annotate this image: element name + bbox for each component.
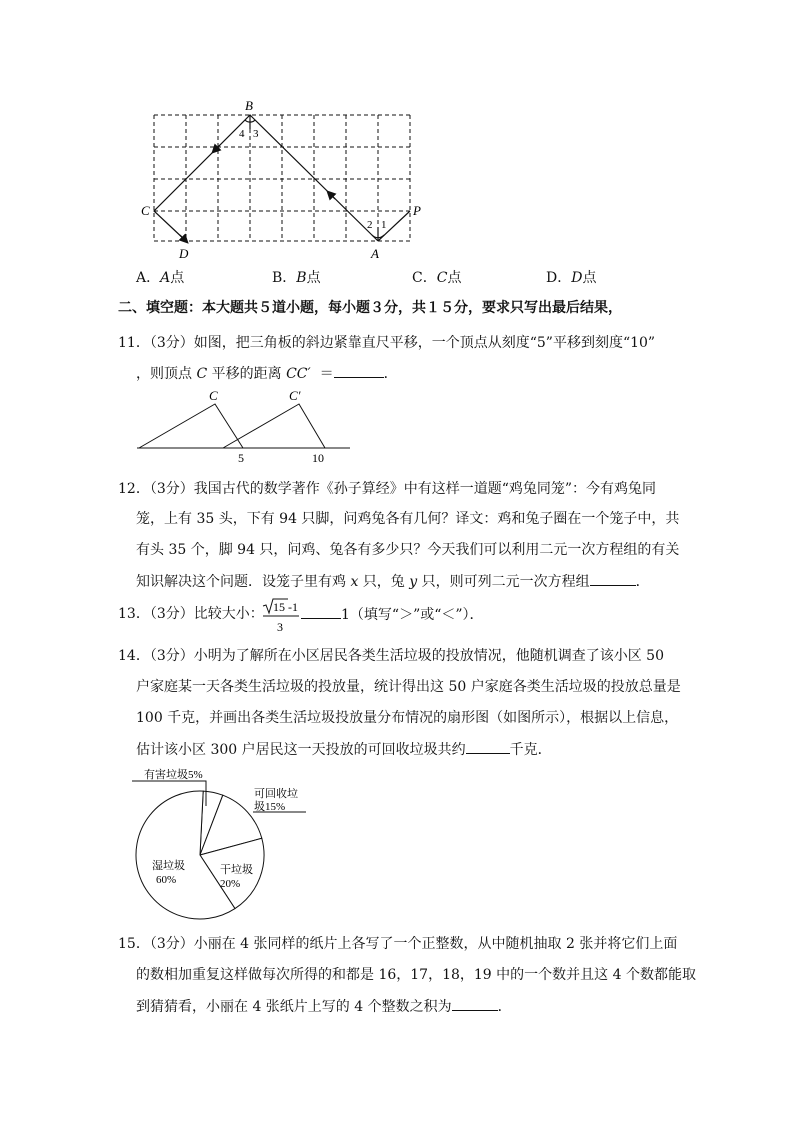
text-part: ．	[383, 366, 398, 382]
option-var: B	[296, 270, 307, 286]
question-number: 14．	[118, 648, 150, 664]
text-part: 知识解决这个问题．设笼子里有鸡	[136, 574, 346, 590]
option-var: A	[160, 270, 171, 286]
text-part: ，则顶点	[136, 366, 192, 382]
angle-3: 3	[253, 128, 259, 140]
label-p: P	[413, 203, 421, 218]
answer-blank[interactable]	[466, 739, 510, 754]
q14-line1	[118, 646, 664, 666]
question-text: （3分）我国古代的数学著作《孙子算经》中有这样一道题“鸡兔同笼”：今有鸡兔同	[149, 481, 657, 497]
q15-line2: 的数相加重复这样做每次所得的和都是 16，17，18，19 中的一个数并且这 4 个数都能取	[136, 967, 696, 983]
text-part: 只，则可列二元一次方程组	[421, 574, 590, 590]
text-part: 估计该小区 300 户居民这一天投放的可回收垃圾共约	[136, 742, 466, 758]
q11-ruler-figure	[135, 390, 355, 470]
label-c: C	[141, 203, 150, 218]
answer-blank[interactable]	[452, 996, 498, 1011]
angle-4: 4	[239, 128, 245, 140]
question-number: 13．	[118, 606, 150, 622]
text-part: ．	[635, 574, 650, 590]
text-part: 千克．	[509, 742, 552, 758]
var-cc: CC′	[286, 366, 311, 382]
label-d: D	[179, 246, 189, 261]
denominator: 3	[277, 620, 283, 634]
option-var: D	[571, 270, 583, 286]
q12-line4	[136, 571, 650, 592]
question-text: 1（填写“＞”或“＜”）．	[341, 607, 484, 623]
q10-option-b	[272, 268, 321, 288]
q10-option-a	[136, 268, 184, 288]
q10-option-c	[412, 268, 461, 288]
answer-blank[interactable]	[590, 571, 636, 586]
label-wet-2: 60%	[156, 874, 177, 886]
minus-one: -1	[288, 600, 298, 614]
option-suffix: 点	[306, 270, 321, 286]
option-suffix: 点	[582, 270, 597, 286]
label-recyclable-2: 圾15%	[254, 801, 286, 813]
tick-10: 10	[312, 451, 324, 465]
q10-option-d	[546, 268, 596, 288]
pie-slices	[136, 791, 264, 919]
label-recyclable-1: 可回收垃	[254, 788, 298, 800]
q13-fraction	[262, 596, 300, 636]
label-b: B	[245, 98, 253, 113]
q11-line1	[118, 333, 655, 353]
option-suffix: 点	[447, 270, 462, 286]
option-letter: D．	[546, 270, 572, 286]
q11-line2	[136, 363, 398, 384]
label-c: C	[209, 390, 218, 403]
text-part: ＝	[319, 366, 334, 382]
question-number: 15．	[118, 936, 150, 952]
option-var: C	[436, 270, 448, 286]
q12-line2: 笼，上有 35 头，下有 94 只脚，问鸡兔各有几何？译文：鸡和兔子圈在一个笼子中，共	[136, 511, 680, 527]
q12-line1	[118, 479, 656, 499]
angle-1: 1	[381, 219, 387, 231]
question-text: （3分）小丽在 4 张同样的纸片上各写了一个正整数，从中随机抽取 2 张并将它们上面	[149, 936, 678, 952]
label-hazard: 有害垃圾5%	[144, 769, 203, 781]
question-text: （3分）比较大小：	[149, 606, 264, 622]
question-number: 11．	[118, 335, 150, 351]
q14-line2: 户家庭某一天各类生活垃圾的投放量，统计得出这 50 户家庭各类生活垃圾的投放总量是	[136, 679, 681, 695]
label-wet-1: 湿垃圾	[152, 860, 185, 872]
answer-blank[interactable]	[334, 363, 384, 378]
q14-line3: 100 千克，并画出各类生活垃圾投放量分布情况的扇形图（如图所示），根据以上信息，	[136, 710, 679, 726]
question-number: 12．	[118, 481, 150, 497]
answer-blank[interactable]	[301, 604, 341, 619]
text-part: ．	[497, 999, 512, 1015]
q13-tail	[301, 604, 484, 625]
q13-number-text	[118, 604, 264, 624]
pie-chart	[130, 765, 330, 925]
section-title: 二、填空题：本大题共５道小题，每小题３分，共１５分，要求只写出最后结果，	[118, 300, 622, 316]
var-y: y	[409, 574, 418, 590]
angle-2: 2	[367, 219, 373, 231]
text-part: 到猜猜看，小丽在 4 张纸片上写的 4 个整数之积为	[136, 999, 452, 1015]
option-suffix: 点	[170, 270, 185, 286]
radicand: 15	[273, 600, 285, 614]
var-c: C	[196, 366, 208, 382]
triangle-1	[139, 404, 243, 448]
option-letter: B．	[272, 270, 297, 286]
label-dry-1: 干垃圾	[220, 864, 253, 876]
option-letter: C．	[412, 270, 437, 286]
q12-line3: 有头 35 个，脚 94 只，问鸡、兔各有多少只？今天我们可以利用二元一次方程组的有关	[136, 542, 680, 558]
q15-line3	[136, 996, 512, 1017]
text-part: 平移的距离	[211, 366, 282, 382]
option-letter: A．	[136, 270, 161, 286]
q14-line4	[136, 739, 552, 760]
q15-line1	[118, 934, 677, 954]
sqrt-fraction	[262, 596, 300, 636]
label-c-prime: C′	[289, 390, 301, 403]
text-part: 只，兔	[362, 574, 405, 590]
label-dry-2: 20%	[220, 878, 241, 890]
q10-grid-figure	[135, 95, 435, 265]
tick-5: 5	[238, 451, 244, 465]
question-text: （3分）小明为了解所在小区居民各类生活垃圾的投放情况，他随机调查了该小区 50	[149, 648, 664, 664]
var-x: x	[350, 574, 359, 590]
question-text: （3分）如图，把三角板的斜边紧靠直尺平移，一个顶点从刻度“5”平移到刻度“10”	[149, 335, 656, 351]
label-a: A	[371, 246, 379, 261]
